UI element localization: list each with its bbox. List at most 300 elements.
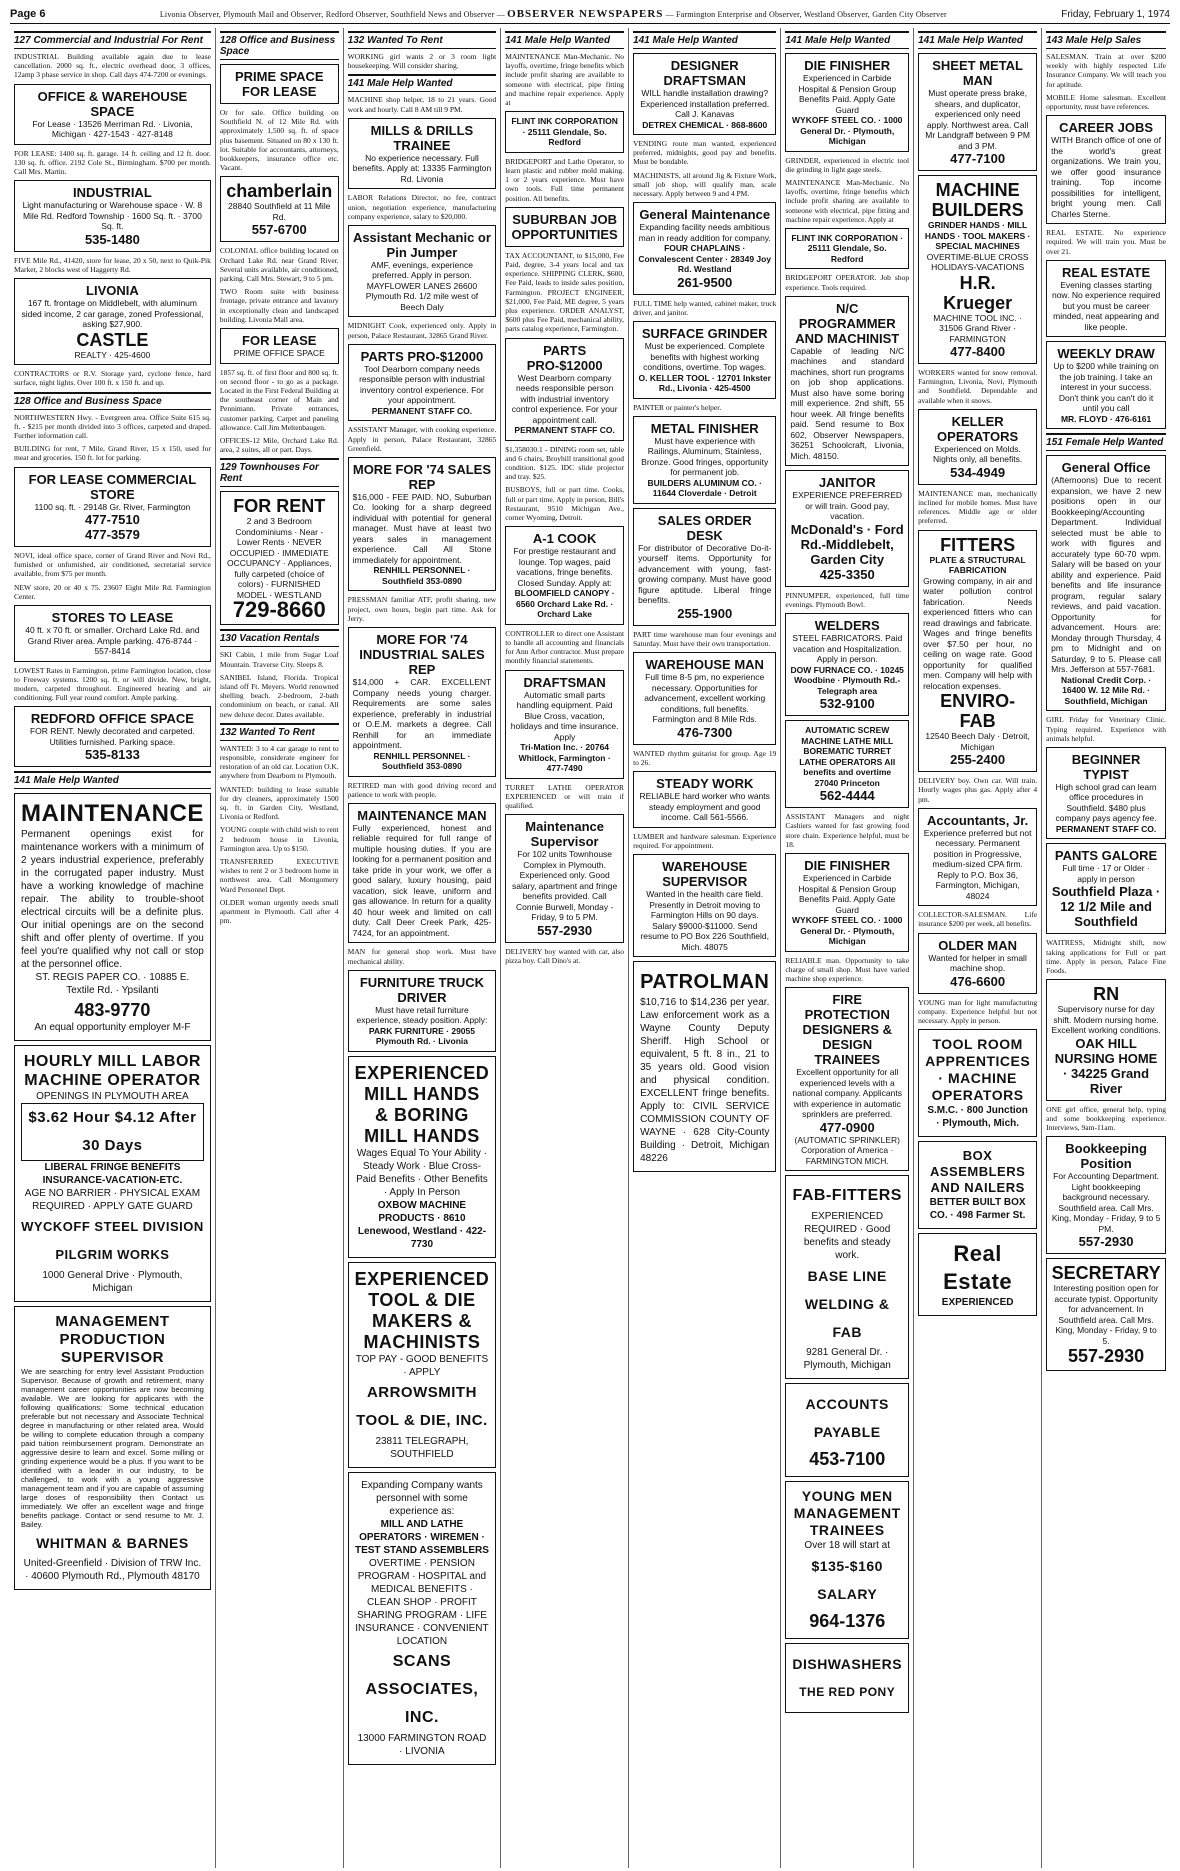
ad-text: GRINDER HANDS · MILL HANDS · TOOL MAKERS · SPECIAL MACHINES [924, 220, 1031, 251]
classified-ad: BUILDING for rent, 7 Mile, Grand River, 15 x 150, used for meat and groceries. 150 ft. lot for parking. [14, 444, 211, 463]
ad-text: OVERTIME · PENSION PROGRAM · HOSPITAL and MEDICAL BENEFITS · CLEAN SHOP · PROFIT SHARING PROGRAM · LIFE INSURANCE · CONVENIENT LOCATION [355, 1557, 489, 1647]
ad-title: CAREER JOBS [1059, 120, 1154, 136]
ad-firm: WHITMAN & BARNES [36, 1535, 189, 1552]
ad-text: For 102 units Townhouse Complex in Plymouth. Experienced only. Good salary, apartment and fringe benefits provided. Call Connie Burwell, Monday - Friday, 9 to 5 PM. [512, 849, 618, 923]
display-ad [785, 53, 909, 152]
classified-ad: WANTED: 3 to 4 car garage to rent to responsible, considerate engineer for restoration of an old car. Location O.K. anywhere from Dearborn to Plymouth. [219, 743, 339, 781]
display-ad-fab-fitters [785, 1175, 909, 1379]
ad-firm: RENHILL PERSONNEL · Southfield 353-0890 [373, 750, 471, 772]
ad-title: MANAGEMENT PRODUCTION SUPERVISOR [55, 1313, 170, 1367]
ad-title: OFFICE & WAREHOUSE SPACE [37, 88, 188, 119]
ad-firm: ST. REGIS PAPER CO. · 10885 E. Textile Rd. · Ypsilanti [35, 972, 190, 997]
ad-title: HOURLY MILL LABOR MACHINE OPERATOR [23, 1053, 201, 1090]
ad-text: PLATE & STRUCTURAL FABRICATION [929, 554, 1026, 576]
ad-title: Bookkeeping Position [1065, 1141, 1147, 1172]
ad-title: SECRETARY [1051, 1263, 1161, 1284]
display-ad [785, 853, 909, 952]
ad-text: OPENINGS IN PLYMOUTH AREA [36, 1091, 189, 1103]
ad-text: For distributor of Decorative Do-it-yourself items. Opportunity for advancement with young, fast-growing company. Must have good figure aptitude. Liberal fringe benefits. [638, 542, 772, 606]
ad-text: Up to $200 while training on the job training. I take an interest in your success. Don't think you can't do it until you call [1053, 361, 1159, 414]
section-heading: 132 Wanted To Rent [348, 31, 497, 49]
section-heading: 132 Wanted To Rent [220, 723, 339, 741]
ad-phone: 477-7510 [84, 512, 140, 528]
classified-ad: WAITRESS, Midnight shift, now taking applications for Full or part time. Apply in person, Palace Fine Foods. [1046, 938, 1166, 976]
ad-firm: PERMANENT STAFF CO. [1055, 823, 1157, 834]
classified-ad: FULL TIME help wanted, cabinet maker, truck driver, and janitor. [633, 298, 777, 317]
display-ad [633, 771, 776, 828]
classified-ad: PART time warehouse man four evenings and Saturday. Must have their own transportation. [633, 629, 777, 649]
display-ad [918, 530, 1037, 773]
ad-phone: 729-8660 [232, 597, 326, 623]
ad-title: BOX ASSEMBLERS AND NAILERS [929, 1148, 1026, 1196]
paper-title: OBSERVER NEWSPAPERS [507, 8, 664, 20]
ad-text: Experience preferred but not necessary. Permanent position in Progressive, medium-sized CPA firm. Reply to P.O. Box 36, Farmington, Michigan, 48024 [923, 827, 1032, 901]
ad-text: STEEL FABRICATORS. Paid vacation and Hospitalization. Apply in person. [792, 633, 903, 665]
ad-text: Light manufacturing or Warehouse space · W. 8 Mile Rd. Redford Township · 1600 Sq. ft. · 3700 Sq. ft. [22, 200, 203, 232]
display-ad [14, 605, 211, 662]
display-ad [633, 416, 776, 504]
display-ad [1046, 747, 1166, 840]
ad-phone: 477-8400 [950, 344, 1006, 359]
classified-ad: SALESMAN. Train at over $200 weekly with highly respected Life Insurance Company. We will teach you for aptitude. [1046, 52, 1166, 89]
display-ad [505, 111, 624, 153]
ad-phone: 425-3350 [819, 566, 875, 582]
classified-ad: ONE girl office, general help, typing and some bookkeeping experience. Interviews, 9am-11am. [1046, 1104, 1166, 1133]
display-ad [348, 344, 497, 422]
classified-ad: TRANSFERRED EXECUTIVE wishes to rent 2 or 3 bedroom home in northwest area. Call Montgomery Ward Personnel Dept. [219, 857, 339, 894]
ad-title: REDFORD OFFICE SPACE [30, 711, 194, 727]
ad-address: 12540 Beech Daly · Detroit, Michigan [925, 731, 1030, 752]
ad-text: Excellent opportunity for all experienced levels with a national company. Applicants with experience in automatic sprinklers are preferred. [792, 1067, 902, 1120]
classified-ad: RELIABLE man. Opportunity to take charge of small shop. Must have varied machine shop experience. [785, 955, 910, 983]
ad-phone: 534-4949 [950, 464, 1006, 480]
classified-ad: YOUNG man for light manufacturing company. Experience helpful but not necessary. Apply in person. [918, 997, 1038, 1026]
classified-ad: MAINTENANCE man, mechanically inclined for mobile homes. Must have references. Middle age or older preferred. [918, 488, 1038, 526]
ad-firm: FLINT INK CORPORATION · 25111 Glendale, So. Redford [791, 232, 904, 264]
ad-title: OLDER MAN [938, 937, 1017, 953]
display-ad [633, 321, 776, 399]
column-5 [629, 28, 781, 1868]
ad-title: FOR LEASE COMMERCIAL STORE [28, 471, 197, 502]
ad-title: FITTERS [940, 534, 1016, 555]
classified-ad: YOUNG couple with child wish to rent 2 bedroom house in Livonia, Farmington area. Up to $150. [219, 825, 339, 853]
display-ad [785, 228, 909, 270]
ad-phone: 255-2400 [950, 752, 1006, 768]
classified-ad: NOVI, ideal office space, corner of Grand River and Novi Rd., furnished or unfurnished, air conditioned, secretarial service available, from $75 per month. [14, 551, 211, 579]
display-ad [348, 225, 497, 318]
ad-title: TOOL ROOM APPRENTICES · MACHINE OPERATORS [925, 1036, 1031, 1104]
section-heading: 143 Male Help Sales [1046, 31, 1166, 49]
ad-text: EXPERIENCED REQUIRED · Good benefits and steady work. [803, 1211, 891, 1262]
ad-title: SHEET METAL MAN [932, 58, 1023, 88]
ad-title: MAINTENANCE MAN [357, 807, 487, 823]
ad-phone: 476-7300 [677, 724, 733, 740]
section-heading: 127 Commercial and Industrial For Rent [14, 31, 211, 49]
classified-ad: SKI Cabin, 1 mile from Sugar Loaf Mountain. Traverse City. Sleeps 8. [219, 650, 339, 669]
classified-ad: SANIBEL Island, Florida. Tropical island off Ft. Meyers. World renowned shelling beach. 2-bedroom, 2-bath condominium on beach, or canal. All new deluxe decor. Dates available. [219, 672, 339, 719]
display-ad [1046, 455, 1166, 711]
display-ad [633, 508, 776, 626]
classified-ad: PINNUMPER, experienced, full time evenings. Plymouth Bowl. [785, 590, 910, 610]
ad-firm: H.R. Krueger [943, 272, 1013, 313]
ad-text: 2 and 3 Bedroom Condominiums · Near - Lower Rents · NEVER OCCUPIED · IMMEDIATE OCCUPANCY · Appliances, fully carpeted (choice of colors) · FURNISHED MODEL · WESTLAND [226, 516, 332, 600]
ad-firm: CASTLE [76, 329, 149, 350]
ad-text: For Accounting Department. Light bookkeeping background necessary. Southfield area. Call Mrs. King, Monday - Friday, 9 to 5 PM. [1051, 1171, 1161, 1234]
ad-title: SUBURBAN JOB OPPORTUNITIES [511, 211, 618, 242]
ad-text: Must have retail furniture experience, steady position. Apply: [356, 1004, 488, 1026]
ad-title: DIE FINISHER [804, 858, 891, 874]
display-ad [14, 84, 211, 145]
ad-text: WILL handle installation drawing? Experienced installation preferred. Call J. Kanavas [640, 88, 770, 119]
classified-ad: WANTED: building to lease suitable for dry cleaners, approximately 1500 sq. ft. in Garden City, Westland, Livonia or Redford. [219, 784, 339, 822]
ad-phone: 261-9500 [677, 274, 733, 290]
ad-text: MILL AND LATHE OPERATORS · WIREMEN · TEST STAND ASSEMBLERS [354, 1518, 489, 1556]
ad-firm: Southfield Plaza · 12 1/2 Mile and Southfield [1051, 884, 1161, 930]
ad-title: PRIME SPACE FOR LEASE [234, 69, 324, 99]
ad-firm: THE RED PONY [799, 1685, 896, 1700]
ad-text: Evening classes starting now. No experience required but you must be career minded, neat appearing and like people. [1051, 279, 1161, 332]
display-ad [14, 467, 211, 548]
display-ad [633, 53, 776, 135]
ad-firm: DETREX CHEMICAL · 868-8600 [642, 119, 768, 130]
display-ad [785, 296, 909, 467]
ad-title: PARTS PRO-$12000 [360, 348, 484, 364]
left-papers: Livonia Observer, Plymouth Mail and Observer, Redford Observer, Southfield News and Observer [159, 10, 495, 19]
ad-title: SALES ORDER DESK [657, 512, 752, 543]
ad-address: United-Greenfield · Division of TRW Inc. · 40600 Plymouth Rd., Plymouth 48170 [23, 1558, 202, 1583]
ad-title: Real Estate [943, 1241, 1013, 1295]
ad-title: MORE FOR '74 SALES REP [352, 461, 492, 492]
ad-text: $16,000 - FEE PAID. NO, Suburban Co. looking for a sharp degreed individual with potential for general manager. Must have at least two years sales in management experience. Call All Stone immediately for appointment. [352, 491, 492, 565]
classified-ad: LABOR Relations Director, no fee, contract union, negotiation experience, manufacturing company experience, salary to $20,000. [347, 193, 497, 221]
display-ad [348, 970, 497, 1052]
ad-firm: ARROWSMITH TOOL & DIE, INC. [356, 1383, 488, 1429]
ad-text: OVERTIME-BLUE CROSS HOLIDAYS-VACATIONS [926, 251, 1029, 272]
section-heading: 151 Female Help Wanted [1046, 433, 1166, 451]
ad-firm: PERMANENT STAFF CO. [514, 425, 615, 436]
ad-title: WEEKLY DRAW [1057, 346, 1155, 362]
ad-address: MACHINE TOOL INC. · 31506 Grand River · FARMINGTON [933, 312, 1022, 344]
ad-phone: 535-8133 [84, 747, 140, 763]
classified-ad: Or for sale. Office building on Southfield N. of 12 Mile Rd. with approximately 1,500 sq. ft. of space plus basement. Situated on 80 x 130 ft. lot. Suitable for accountants, attorneys, bookkeepers, insurance office etc. Vacant. [219, 108, 339, 173]
display-ad [348, 118, 497, 190]
display-ad-scans [348, 1472, 497, 1765]
display-ad [1046, 843, 1166, 934]
display-ad [633, 652, 776, 745]
section-heading: 141 Male Help Wanted [505, 31, 624, 49]
classified-ad: COLLECTOR-SALESMAN. Life insurance $200 per week, all benefits. [918, 910, 1038, 929]
classified-ad: RETIRED man with good driving record and patience to work with people. [347, 780, 497, 799]
ad-pay: $135-$160 SALARY [811, 1558, 883, 1603]
classified-ad: MAN for general shop work. Must have mechanical ability. [347, 947, 497, 966]
display-ad-maintenance [14, 793, 211, 1041]
column-8 [1042, 28, 1170, 1868]
display-ad [505, 207, 624, 247]
ad-title: FIRE PROTECTION DESIGNERS & DESIGN TRAINEES [802, 992, 893, 1068]
classified-ad: WORKING girl wants 2 or 3 room light housekeeping. Will consider sharing. [347, 52, 497, 71]
ad-firm: BLOOMFIELD CANOPY · 6560 Orchard Lake Rd. · Orchard Lake [514, 588, 615, 620]
ad-title: STORES TO LEASE [51, 610, 174, 626]
display-ad [785, 987, 909, 1171]
display-ad [918, 53, 1037, 171]
ad-text: Automatic small parts handling equipment. Paid Blue Cross, vacation, holidays and time insurance. Apply [510, 689, 619, 742]
ad-phone: 557-2930 [1078, 1234, 1134, 1250]
classified-columns [10, 28, 1170, 1868]
ad-firm: WYKOFF STEEL CO. · 1000 General Dr. · Plymouth, Michigan [792, 115, 903, 146]
ad-text: Experienced on Molds. Nights only, all benefits. [933, 443, 1023, 465]
ad-firm: RENHILL PERSONNEL · Southfield 353-0890 [373, 565, 471, 586]
masthead [10, 8, 1170, 24]
ad-eeo: An equal opportunity employer M-F [34, 1022, 191, 1034]
display-ad [633, 854, 776, 957]
ad-text: PRIME OFFICE SPACE [233, 348, 325, 359]
classified-ad: WANTED rhythm guitarist for group. Age 19 to 26. [633, 748, 777, 767]
classified-ad: LOWEST Rates in Farmington, prime Farmington location, close to Freeway systems. 1200 sq. ft. or will divide. New, bright, modern, carpeted throughout. Engineered heating and air conditioning. Full year round comfort. Ample parking. [14, 665, 211, 703]
ad-title: STEADY WORK [656, 776, 754, 792]
section-heading: 141 Male Help Wanted [14, 771, 211, 789]
ad-address: 23811 TELEGRAPH, SOUTHFIELD [375, 1435, 469, 1460]
classified-ad: FIVE Mile Rd., 41420, store for lease, 20 x 50, next to Quik-Pik Market, 2 blocks west of Haggerty Rd. [14, 255, 211, 274]
display-ad [220, 176, 339, 242]
classified-ad: MOBILE Home salesman. Excellent opportunity, must have references. [1046, 92, 1166, 112]
classified-ad: INDUSTRIAL Building available again due to lease cancellation. 2000 sq. ft., electric overhead door, 3 offices, 12amp 3 phase service in shop. Call days 474-7200 or evenings. [14, 52, 211, 80]
display-ad-experienced [348, 1056, 497, 1258]
ad-text: Experienced in Carbide Hospital & Pension Group Benefits Paid. Apply Gate Guard [798, 73, 897, 115]
classified-ad: CONTROLLER to direct one Assistant to handle all accounting and financials for Ann Arbor contractor. Must prepare monthly financial statements. [505, 628, 625, 666]
classified-ad: ASSISTANT Manager, with cooking experience. Apply in person, Palace Restaurant, 32865 Greenfield. [347, 425, 497, 453]
display-ad [1046, 1258, 1166, 1371]
ad-text: RELIABLE hard worker who wants steady employment and good income. Call 561-5566. [639, 791, 770, 823]
ad-title: RN [1093, 984, 1120, 1005]
page-number: Page 6 [10, 8, 46, 20]
ad-firm: BASE LINE WELDING & FAB [804, 1268, 890, 1341]
column-3 [344, 28, 502, 1868]
ad-title: Assistant Mechanic or Pin Jumper [352, 229, 491, 260]
ad-text: Over 18 will start at [804, 1540, 891, 1552]
classified-ad: BUSBOYS, full or part time. Cooks, full or part time. Apply in person, Bill's Restaurant, 9510 Michigan Ave., corner Wyoming, Detroit. [505, 485, 625, 522]
classified-ad: FOR LEASE: 1400 sq. ft. garage. 14 ft. ceiling and 12 ft. door. 130 sq. ft. office. 2192 Cole St., Birmingham. $700 per month. Call Mrs. Martin. [14, 148, 211, 177]
ad-title: General Maintenance [639, 207, 771, 223]
ad-text: WITH Branch office of one of the world's great organizations. We train you, we offer good insurance training. Top income possibilities for intelligent, bright young men. Call Charles Sterne. [1051, 135, 1161, 219]
ad-firm: chamberlain [226, 181, 333, 202]
ad-title: MAINTENANCE [21, 800, 204, 828]
ad-text: Supervisory nurse for day shift. Modern nursing home. Excellent working conditions. [1051, 1004, 1161, 1036]
display-ad [1046, 115, 1166, 224]
classified-ad: $1,358030.1 - DINING room set, table and 6 chairs, Broyhill transitional good condition. $125. IDC slide projector and tray. $25. [505, 444, 625, 482]
ad-firm: SCANS ASSOCIATES, INC. [365, 1652, 479, 1726]
ad-firm: WYKOFF STEEL CO. · 1000 General Dr. · Plymouth, Michigan [792, 915, 903, 947]
ad-title: WAREHOUSE MAN [645, 657, 764, 673]
ad-title: KELLER OPERATORS [937, 413, 1019, 444]
ad-firm: OXBOW MACHINE PRODUCTS · 8610 Lenewood, Westland · 422-7730 [357, 1199, 487, 1250]
ad-firm: MR. FLOYD · 476-6161 [1060, 413, 1152, 424]
ad-phone: 557-2930 [1068, 1346, 1145, 1367]
column-6 [781, 28, 914, 1868]
display-ad [348, 457, 497, 592]
ad-text: Growing company, in air and water pollution control fabrication. Needs experienced fitters who can read drawings and fabricate. Wages and fringe benefits over $7.50 per hour, no ceiling on wage rate. Good opportunity for qualified men. Company will help with relocation expenses. [923, 575, 1033, 691]
ad-phone: 964-1376 [809, 1611, 886, 1632]
ad-title: EXPERIENCED MILL HANDS & BORING MILL HANDS [354, 1062, 490, 1146]
display-ad [1046, 1136, 1166, 1254]
ad-text: Tool Dearborn company needs responsible person with industrial inventory control experience. For your appointment. [359, 363, 485, 406]
ad-pay: $3.62 Hour $4.12 After 30 Days [21, 1103, 204, 1161]
ad-text: EXPERIENCED [941, 1297, 1014, 1309]
ad-text: Experienced in Carbide Hospital & Pension Group Benefits Paid. Apply Gate Guard [798, 873, 897, 915]
ad-text: Expanding Company wants personnel with some experience as: [361, 1479, 483, 1517]
ad-title: YOUNG MEN MANAGEMENT TRAINEES [793, 1488, 901, 1539]
display-ad [220, 64, 339, 104]
display-ad [918, 409, 1037, 485]
ad-title: REAL ESTATE [1062, 264, 1151, 280]
ad-firm: National Credit Corp. · 16400 W. 12 Mile Rd. · Southfield, Michigan [1060, 674, 1152, 706]
display-ad [1046, 260, 1166, 338]
ad-title: PANTS GALORE [1054, 848, 1158, 864]
ad-firm: S.M.C. · 800 Junction · Plymouth, Mich. [927, 1105, 1028, 1130]
ad-phone: 535-1480 [84, 231, 140, 247]
classified-ad: PAINTER or painter's helper. [633, 402, 722, 412]
ad-text: FOR RENT. Newly decorated and carpeted. Utilities furnished. Parking space. [29, 726, 195, 747]
ad-text: Permanent openings exist for maintenance workers with a minimum of 2 years industrial experience, preferably in the corrugated paper industry. Must have a working knowledge of machine repair. The ability to trouble-shoot electrical circuits will be a definite plus. Our initial openings are on the second shift and offer plenty of overtime. If you feel you're qualified why not call or stop at the personnel office. [21, 829, 204, 971]
ad-text: For prestige restaurant and lounge. Top wages, paid vacations, fringe benefits. Closed Sunday. Apply at: [513, 546, 616, 588]
ad-phone: 562-4444 [819, 788, 875, 804]
ad-text: (Afternoons) Due to recent expansion, we have 2 new positions open in our Bookkeeping/Accounting Department. Individual selected must be able to work with figures and accurately type 60-70 wpm. Salary will be based on your ability and experience. Paid benefits and life insurance program, regular salary reviews, and paid vacation. Opportunity for advancement. Hours are: Monday through Thursday, 4 pm to Midnight and on Saturday, 9 to 5. Please call Mrs. Jefferson at 557-7681. [1051, 475, 1161, 675]
ad-title: SURFACE GRINDER [641, 326, 768, 342]
ad-title: PATROLMAN [640, 971, 770, 994]
ad-text: Must have experience with Railings, Aluminum, Stainless, Bronze. Good fringes, opportunity for permanent job. [641, 435, 769, 478]
display-ad [220, 328, 339, 364]
section-heading: 141 Male Help Wanted [348, 74, 497, 92]
classified-ad: MAINTENANCE Man-Mechanic. No layoffs, overtime, fringe benefits which include profit sharing are available to someone with electrical, pipe fitting and machine repair experience. Apply at [505, 52, 625, 108]
classified-ad: PRESSMAN familiar ATF, profit sharing, new project, own hours, begin part time. Ask for Jerry. [347, 595, 497, 623]
ad-title: DESIGNER DRAFTSMAN [663, 58, 746, 88]
ad-text: 40 ft. x 70 ft. or smaller. Orchard Lake Rd. and Grand River area. Ample parking. 476-8744 · 557-8414 [25, 625, 200, 657]
ad-firm: McDonald's · Ford Rd.-Middlebelt, Garden City [790, 521, 904, 567]
ad-text: We are searching for entry level Assistant Production Supervisor. Because of growth and retirement, many management career opportunities are now becoming available. We are looking for applicants with the following qualifications: Some technical education preferable but not necessary and Associate Technical degree in manufacturing or other related area. Would be willing to complete education through a company paid tuition reimbursement program. Demonstrate an aggressive desire to learn and excel. Some milling or grinding experience would be a plus. If you want to be identified with a leader in our industry, to be challenged, to work with a young aggressive management team and if you are capable of assuming large doses of responsibility then Contact us immediately. We offer an excellent wage and fringe benefits package. Contact or send resume to Mr. J. Bailey. [21, 1367, 204, 1530]
display-ad [505, 670, 624, 779]
ad-title: FAB-FITTERS [792, 1187, 902, 1205]
classified-ad: TAX ACCOUNTANT, to $15,000, Fee Paid, degree, 3-4 years local and tax experience. SHIPPING CLERK, $600, Fee Paid, leads to inside sales position, Farmington. PROJECT ENGINEER, $21,000, Fee Paid, ME degree, 5 years plus experience. ORDER ANALYST, $600 plus Fee Paid, mechanical ability, parts catalog experience, Farmington. [505, 250, 625, 334]
ad-title: A-1 COOK [532, 531, 597, 547]
classified-ad: BRIDGEPORT and Lathe Operator, to learn plastic and rubber mold making. 1 or 2 years experience. Must have own tools. Full time permanent position. All benefits. [505, 156, 625, 203]
classified-ad: MAINTENANCE Man-Mechanic. No layoffs, overtime, fringe benefits which include profit sharing are available to someone with electrical, pipe fitting and machine repair experience. Apply at [785, 177, 910, 224]
ad-title: METAL FINISHER [650, 420, 759, 436]
ad-title: General Office [1061, 460, 1151, 476]
ad-title: EXPERIENCED TOOL & DIE MAKERS & MACHINISTS [354, 1268, 490, 1352]
display-ad [14, 278, 211, 365]
ad-firm: DOW FURNACE CO. · 10245 Woodbine · Plymouth Rd.-Telegraph area [790, 664, 904, 696]
display-ad-patrolman [633, 961, 776, 1172]
classified-ad: BRIDGEPORT OPERATOR. Job shop experience. Tools required. [785, 273, 910, 292]
ad-title: ACCOUNTS PAYABLE [805, 1396, 889, 1441]
ad-title: FOR LEASE [242, 333, 317, 349]
ad-title: LIVONIA [86, 283, 139, 299]
display-ad-tool-room [918, 1029, 1037, 1137]
ad-title: MORE FOR '74 INDUSTRIAL SALES REP [359, 632, 485, 678]
ad-phone: 532-9100 [819, 696, 875, 712]
ad-title: MILLS & DRILLS TRAINEE [370, 122, 474, 153]
classified-ad: MACHINE shop helper, 18 to 21 years. Good work and hourly. Call 8 AM till 9 PM. [347, 95, 497, 114]
ad-text: No experience necessary. Full benefits. Apply at: 13335 Farmington Rd. Livonia [352, 152, 492, 184]
ad-title: DISHWASHERS [792, 1656, 903, 1673]
display-ad-box [918, 1141, 1037, 1229]
ad-phone: 557-2930 [537, 922, 593, 938]
ad-text: Capable of leading N/C machines and standard machines, short run programs on job shop applications. Must also have some boring mill experience. 2nd shift, 55 hour week. All fringe benefits paid. Send resume to Box 602, Observer Newspapers, 36251 Schoolcraft, Livonia, Mich. 48150. [790, 345, 905, 461]
section-heading: 128 Office and Business Space [220, 31, 339, 60]
classified-ad: VENDING route man wanted, experienced preferred, midnights, good pay and benefits. Must be bondable. [633, 139, 777, 167]
display-ad [1046, 341, 1166, 429]
ad-firm: PARK FURNITURE · 29055 Plymouth Rd. · Livonia [368, 1025, 475, 1047]
column-4 [501, 28, 629, 1868]
ad-text: Interesting position open for accurate typist. Opportunity for advancement. In Southfield area. Call Mrs. King, Monday - Friday, 9 to 5. [1053, 1283, 1159, 1346]
classified-ad: CONTRACTORS or R.V. Storage yard, cyclone fence, hard surface, night lights. Over 100 ft. x 150 ft. and up. [14, 369, 211, 388]
display-ad [505, 526, 624, 625]
ad-firm: BUILDERS ALUMINUM CO. · 11644 Cloverdale · Detroit [647, 477, 762, 499]
section-heading: 128 Office and Business Space [14, 392, 211, 410]
ad-title: DIE FINISHER [804, 58, 891, 73]
ad-title: DRAFTSMAN [523, 674, 606, 690]
classified-ad: TURRET LATHE OPERATOR EXPERIENCED or will train if qualified. [505, 782, 625, 810]
section-heading: 129 Townhouses For Rent [220, 458, 339, 487]
display-ad [220, 491, 339, 625]
ad-address: 9281 General Dr. · Plymouth, Michigan [803, 1347, 891, 1372]
ad-firm: OAK HILL NURSING HOME · 34225 Grand River [1054, 1035, 1158, 1096]
ad-text: Full time · 17 or Older · apply in person [1062, 863, 1150, 884]
ad-address: 1000 General Drive · Plymouth, Michigan [42, 1270, 183, 1295]
ad-phone: 453-7100 [809, 1449, 886, 1470]
ad-text: Must operate press brake, shears, and duplicator, experienced only need apply. Northwest area. Call Mr Landgraff between 9 PM and 3 PM. [925, 88, 1030, 151]
ad-title: WAREHOUSE SUPERVISOR [662, 859, 748, 890]
ad-text: Expanding facility needs ambitious man in ready addition for company. [638, 222, 771, 243]
classified-ad: 1857 sq. ft. of first floor and 800 sq. ft. on second floor - to go as a package. Located in the First Federal Building at the southeast corner of Main and Pennimann. Private entrances, customer parking. Carpet and paneling allowance. Call Jim Meltenbaugen. [219, 367, 339, 432]
right-papers: Farmington Enterprise and Observer, Westland Observer, Garden City Observer [676, 10, 947, 19]
ad-phone: 477-3579 [84, 527, 140, 543]
ad-firm: WYCKOFF STEEL DIVISION PILGRIM WORKS [21, 1219, 204, 1263]
classified-ad: DELIVERY boy wanted with car, also pizza boy. Call Dino's at. [505, 946, 625, 965]
ad-phone: 477-7100 [950, 151, 1006, 166]
ad-phone: 557-6700 [251, 222, 307, 238]
ad-text: For Lease · 13526 Merriman Rd. · Livonia, Michigan · 427-1543 · 427-8148 [32, 118, 193, 140]
display-ad [1046, 979, 1166, 1101]
ad-address: 28840 Southfield at 11 Mile Rd. [228, 201, 331, 222]
ad-text: Full time 8-5 pm, no experience necessary. Opportunities for advancement, excellent working conditions, full benefits. Farmington and 8 Mile Rds. [644, 672, 766, 725]
ad-phone: 255-1900 [677, 605, 733, 621]
ad-text: Must be experienced. Complete benefits with highest working conditions, overtime. Top wages. [643, 341, 767, 373]
display-ad [918, 933, 1037, 994]
column-7 [914, 28, 1042, 1868]
section-heading: 130 Vacation Rentals [220, 629, 339, 647]
section-heading: 141 Male Help Wanted [785, 31, 909, 49]
display-ad-management [14, 1306, 211, 1590]
ad-title: Maintenance Supervisor [525, 819, 605, 850]
display-ad-accounts [785, 1383, 909, 1477]
ad-text: $10,716 to $14,236 per year. Law enforcement work as a Wayne County Deputy Sheriff. High School or equivalent, 5 ft. 8 in., 21 to 35 years old. Good vision and physical condition. EXCELLENT fringe benefits. Apply to: CIVIL SERVICE COMMISSION COUNTY OF WAYNE · 628 City-County Building · Detroit, Michigan 48226 [640, 997, 770, 1165]
ad-text: TOP PAY - GOOD BENEFITS · APPLY [355, 1353, 489, 1378]
ad-firm: Tri-Mation Inc. · 20764 Whitlock, Farmington · 477-7490 [518, 742, 611, 773]
classified-ad: COLONIAL office building located on Orchard Lake Rd. near Grand River. Several units available, air conditioned, parking. Call Mrs. Stewart, 9 to 5 pm. [219, 246, 339, 284]
ad-text: Wanted for helper in small machine shop. [928, 952, 1027, 974]
display-ad-young-men [785, 1481, 909, 1639]
display-ad [785, 470, 909, 587]
ad-firm: (AUTOMATIC SPRINKLER) Corporation of America · FARMINGTON MICH. [794, 1134, 900, 1166]
ad-firm: ENVIRO-FAB [940, 691, 1016, 732]
issue-date: Friday, February 1, 1974 [1061, 8, 1170, 20]
ad-firm: BETTER BUILT BOX CO. · 498 Farmer St. [929, 1197, 1026, 1222]
ad-title: N/C PROGRAMMER AND MACHINIST [795, 300, 900, 346]
classified-ad: MACHINISTS, all around Jig & Fixture Work, small job shop, will qualify man, scale necessary. Apply between 9 and 4 PM. [633, 170, 777, 199]
column-1 [10, 28, 216, 1868]
classified-ad: GRINDER, experienced in electric tool die grinding in light gage steels. [785, 155, 910, 174]
ad-phone: 483-9770 [74, 1000, 151, 1021]
